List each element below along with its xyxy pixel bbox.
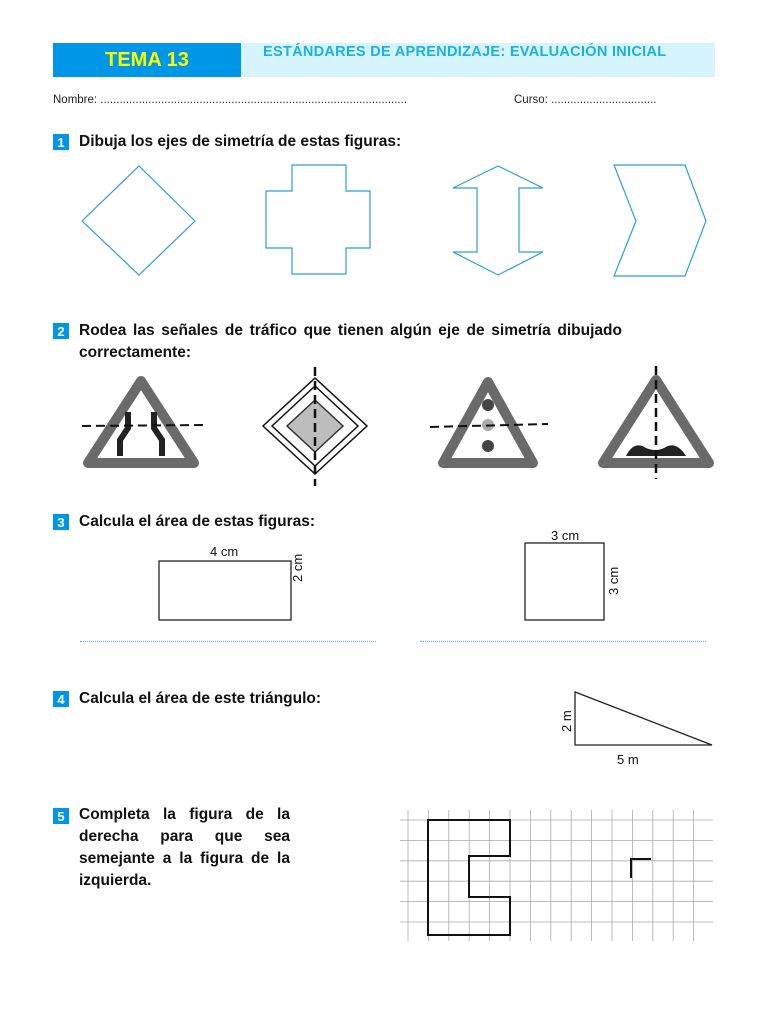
rect-width-label: 4 cm: [210, 544, 239, 559]
partial-figure: [631, 859, 651, 878]
standards-title: ESTÁNDARES DE APRENDIZAJE: EVALUACIÓN INICIAL: [263, 44, 667, 60]
square-height-label: 3 cm: [606, 566, 621, 595]
question-1-text: Dibuja los ejes de simetría de estas figuras:: [79, 133, 402, 150]
triangle-base-label: 5 m: [617, 752, 639, 767]
question-4-number: 4: [53, 691, 69, 707]
question-1-number: 1: [53, 134, 69, 150]
question-2-number: 2: [53, 323, 69, 339]
square-width-label: 3 cm: [551, 528, 580, 543]
question-5-text: Completa la figura de la derecha para que sea semejante a la figura de la izquierda.: [79, 806, 290, 889]
question-3-text: Calcula el área de estas figuras:: [79, 513, 316, 530]
question-4-text: Calcula el área de este triángulo:: [79, 690, 322, 707]
curso-field[interactable]: Curso: .................................: [514, 94, 657, 106]
question-2-text: Rodea las señales de tráfico que tienen algún eje de simetría dibujado correctamente:: [79, 322, 622, 361]
triangle-height-label: 2 m: [559, 710, 574, 732]
nombre-field[interactable]: Nombre: ................................................................................................: [53, 94, 408, 106]
question-3-number: 3: [53, 514, 69, 530]
rect-height-label: 2 cm: [290, 553, 305, 582]
tema-title: TEMA 13: [53, 43, 241, 77]
question-5-number: 5: [53, 808, 69, 824]
